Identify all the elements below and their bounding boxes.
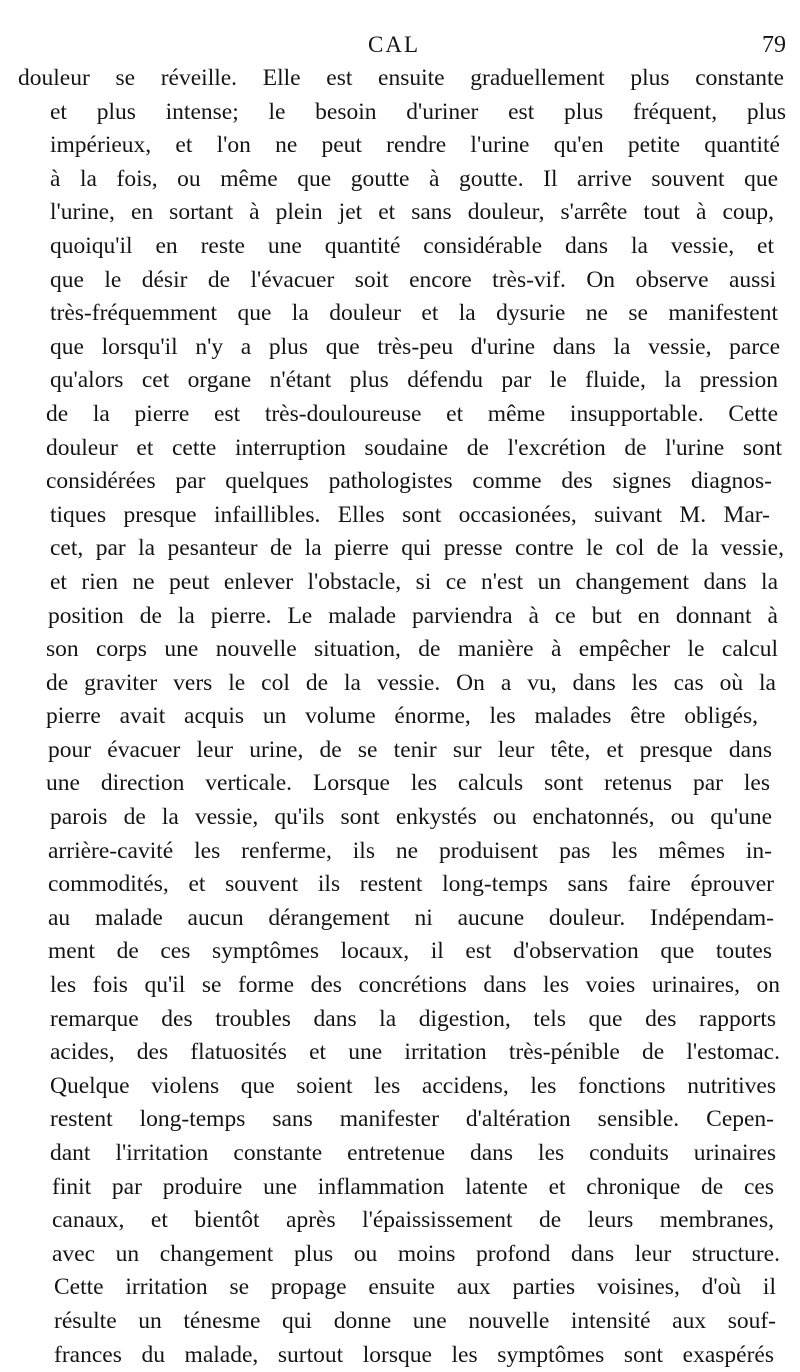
text-line: très-fréquemment que la douleur et la dysurie ne se manifestent bbox=[50, 300, 778, 327]
text-line: position de la pierre. Le malade parviendra à ce but en donnant à bbox=[48, 602, 778, 629]
text-line: qu'alors cet organe n'étant plus défendu par le fluide, la pression bbox=[50, 367, 778, 394]
text-line: quoiqu'il en reste une quantité considérable dans la vessie, et bbox=[50, 232, 774, 259]
text-line: finit par produire une inflammation latente et chronique de ces bbox=[52, 1173, 774, 1200]
text-line: acides, des flatuosités et une irritation très-pénible de l'estomac. bbox=[50, 1039, 780, 1066]
text-line: résulte un ténesme qui donne une nouvelle intensité aux souf- bbox=[54, 1307, 776, 1334]
text-line: son corps une nouvelle situation, de manière à empêcher le calcul bbox=[46, 636, 778, 663]
text-line: ment de ces symptômes locaux, il est d'observation que toutes bbox=[48, 938, 772, 965]
text-line: dant l'irritation constante entretenue dans les conduits urinaires bbox=[50, 1140, 776, 1166]
text-line: au malade aucun dérangement ni aucune douleur. Indépendam- bbox=[48, 904, 774, 931]
text-line: frances du malade, surtout lorsque les symptômes sont exaspérés bbox=[54, 1341, 774, 1368]
text-line: que le désir de l'évacuer soit encore très-vif. On observe aussi bbox=[50, 266, 776, 293]
text-line: considérées par quelques pathologistes comme des signes diagnos- bbox=[46, 468, 772, 495]
text-line: Cette irritation se propage ensuite aux parties voisines, d'où il bbox=[54, 1274, 776, 1301]
text-line: les fois qu'il se forme des concrétions dans les voies urinaires, on bbox=[50, 972, 780, 999]
text-line: à la fois, ou même que goutte à goutte. Il arrive souvent que bbox=[50, 165, 778, 192]
text-line: parois de la vessie, qu'ils sont enkystés ou enchatonnés, ou qu'une bbox=[50, 804, 772, 831]
text-line: restent long-temps sans manifester d'altération sensible. Cepen- bbox=[50, 1106, 774, 1133]
text-line: arrière-cavité les renferme, ils ne produisent pas les mêmes in- bbox=[48, 837, 772, 864]
text-line: Quelque violens que soient les accidens, les fonctions nutritives bbox=[50, 1072, 776, 1099]
text-line: que lorsqu'il n'y a plus que très-peu d'urine dans la vessie, parce bbox=[50, 333, 780, 360]
text-line: commodités, et souvent ils restent long-temps sans faire éprouver bbox=[48, 871, 774, 898]
text-line: de la pierre est très-douloureuse et même insupportable. Cette bbox=[46, 400, 778, 427]
text-line: remarque des troubles dans la digestion, tels que des rapports bbox=[50, 1005, 776, 1032]
page-header bbox=[0, 32, 800, 66]
text-line: douleur se réveille. Elle est ensuite graduellement plus constante bbox=[18, 65, 784, 91]
text-line: douleur et cette interruption soudaine de l'excrétion de l'urine sont bbox=[46, 434, 782, 461]
text-line: pour évacuer leur urine, de se tenir sur leur tête, et presque dans bbox=[48, 736, 772, 763]
text-line: et plus intense; le besoin d'uriner est plus fréquent, plus bbox=[50, 98, 786, 125]
text-line: et rien ne peut enlever l'obstacle, si ce n'est un changement dans la bbox=[50, 568, 778, 595]
text-line: une direction verticale. Lorsque les calculs sont retenus par les bbox=[46, 770, 770, 797]
text-line: l'urine, en sortant à plein jet et sans douleur, s'arrête tout à coup, bbox=[50, 199, 774, 226]
text-line: pierre avait acquis un volume énorme, les malades être obligés, bbox=[46, 703, 758, 730]
text-line: de graviter vers le col de la vessie. On a vu, dans les cas où la bbox=[46, 669, 776, 696]
text-line: canaux, et bientôt après l'épaississement de leurs membranes, bbox=[52, 1207, 774, 1234]
text-line: impérieux, et l'on ne peut rendre l'urine qu'en petite quantité bbox=[50, 132, 780, 159]
text-line: avec un changement plus ou moins profond dans leur structure. bbox=[52, 1240, 780, 1267]
text-line: cet, par la pesanteur de la pierre qui presse contre le col de la vessie, bbox=[50, 535, 784, 562]
page-number: 79 bbox=[762, 32, 786, 58]
body-text bbox=[0, 62, 800, 1372]
text-line: tiques presque infaillibles. Elles sont occasionées, suivant M. Mar- bbox=[50, 501, 770, 528]
running-head: CAL bbox=[368, 32, 420, 57]
